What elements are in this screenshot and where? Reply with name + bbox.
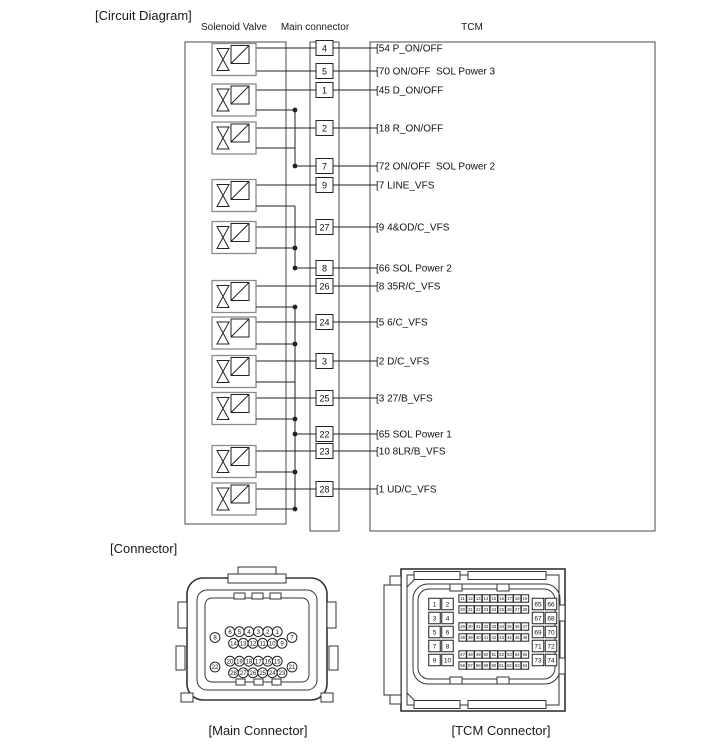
tcm-connector-caption: [TCM Connector] <box>451 723 551 738</box>
tcm-pin-cavity-number: 26 <box>507 607 512 613</box>
tcm-pin-cavity-number: 33 <box>491 624 497 630</box>
tcm-pin-cavity-number: 14 <box>483 596 489 602</box>
main-connector-cavity-number: 16 <box>264 659 272 666</box>
tcm-pin-cavity-number: 50 <box>483 652 489 658</box>
main-connector-cavity-number: 7 <box>290 635 294 642</box>
tcm-pin-cavity-number: 5 <box>432 629 437 637</box>
main-connector-side-tab <box>176 646 185 670</box>
tcm-pin-label: [66 SOL Power 2 <box>376 263 452 275</box>
tcm-pin-cavity-number: 36 <box>514 624 520 630</box>
main-connector-cavity-number: 19 <box>236 659 243 666</box>
main-connector-cavity-number: 1 <box>275 629 279 636</box>
valve-body-icon <box>217 89 229 111</box>
tcm-pin-cavity-number: 31 <box>475 624 481 630</box>
tcm-pin-cavity-number: 1 <box>432 601 437 609</box>
circuit-diagram-title: [Circuit Diagram] <box>95 8 192 23</box>
main-connector-cavity-number: 20 <box>226 659 234 666</box>
main-connector-cavity-number: 5 <box>237 629 242 636</box>
main-connector-key-notch <box>252 593 263 599</box>
tcm-pin-label: [3 27/B_VFS <box>376 393 433 405</box>
junction-dot <box>293 164 298 169</box>
tcm-pin-cavity-number: 30 <box>468 624 473 630</box>
tcm-pin-cavity-number: 18 <box>514 596 520 602</box>
main-connector-cavity-number: 13 <box>239 641 247 648</box>
tcm-pin-label: [18 R_ON/OFF <box>376 123 444 135</box>
tcm-pin-cavity-number: 15 <box>491 596 497 602</box>
main-connector-pin-number: 8 <box>321 263 328 274</box>
tcm-pin-cavity-number: 59 <box>483 663 489 669</box>
tcm-pin-label: [65 SOL Power 1 <box>376 429 452 441</box>
tcm-connector-key-notch <box>497 584 509 591</box>
tcm-pin-cavity-number: 45 <box>514 635 520 641</box>
tcm-pin-cavity-number: 22 <box>475 607 481 613</box>
main-connector-column-header: Main connector <box>280 22 350 33</box>
main-connector-key-notch <box>254 679 263 685</box>
tcm-connector-left-block <box>384 585 401 695</box>
junction-dot <box>293 266 298 271</box>
tcm-pin-cavity-number: 47 <box>460 652 465 658</box>
main-connector-cavity-number: 6 <box>228 629 232 636</box>
tcm-pin-cavity-number: 52 <box>499 652 504 658</box>
junction-dot <box>293 342 298 347</box>
tcm-connector-key-notch <box>450 584 462 591</box>
tcm-connector-side-bump <box>559 658 565 674</box>
main-connector-pin-number: 1 <box>321 85 328 96</box>
valve-body-icon <box>217 361 229 383</box>
main-connector-pin-number: 3 <box>321 356 328 367</box>
tcm-pin-cavity-number: 38 <box>460 635 465 641</box>
connector-section-title: [Connector] <box>110 541 178 556</box>
main-connector-cavity-number: 15 <box>273 659 281 666</box>
main-connector-cavity-number: 12 <box>249 641 257 648</box>
main-connector-cavity-number: 9 <box>280 641 284 648</box>
main-connector-pin-number: 24 <box>319 317 330 328</box>
tcm-pin-cavity-number: 34 <box>499 624 504 630</box>
tcm-pin-cavity-number: 64 <box>522 663 528 669</box>
main-connector-key-notch <box>270 593 281 599</box>
tcm-pin-cavity-number: 40 <box>475 635 481 641</box>
tcm-pin-cavity-number: 25 <box>499 607 504 613</box>
junction-dot <box>293 470 298 475</box>
tcm-pin-cavity-number: 51 <box>491 652 497 658</box>
tcm-connector-top-rib <box>468 572 546 580</box>
main-connector-cavity-number: 2 <box>266 629 270 636</box>
tcm-pin-cavity-number: 11 <box>460 596 465 602</box>
valve-body-icon <box>217 398 229 420</box>
tcm-pin-label: [7 LINE_VFS <box>376 180 435 192</box>
tcm-connector-bottom-rib <box>468 701 546 709</box>
tcm-connector-bottom-rib <box>414 701 460 709</box>
tcm-pin-cavity-number: 28 <box>522 607 528 613</box>
solenoid-valve-column-header: Solenoid Valve <box>201 22 267 33</box>
tcm-pin-cavity-number: 63 <box>514 663 520 669</box>
tcm-pin-label: [8 35R/C_VFS <box>376 281 441 293</box>
tcm-pin-cavity-number: 53 <box>507 652 512 658</box>
main-connector-side-tab <box>329 646 338 670</box>
tcm-pin-cavity-number: 72 <box>547 643 555 651</box>
tcm-pin-label: [1 UD/C_VFS <box>376 484 437 496</box>
tcm-pin-cavity-number: 16 <box>499 596 504 602</box>
tcm-pin-cavity-number: 56 <box>460 663 465 669</box>
tcm-pin-cavity-number: 37 <box>522 624 528 630</box>
tcm-pin-cavity-number: 55 <box>522 652 528 658</box>
tcm-pin-cavity-number: 57 <box>468 663 473 669</box>
valve-body-icon <box>217 286 229 308</box>
tcm-pin-cavity-number: 48 <box>468 652 473 658</box>
tcm-pin-cavity-number: 71 <box>534 643 542 651</box>
main-connector-caption: [Main Connector] <box>208 723 308 738</box>
main-connector-cavity-number: 3 <box>256 629 261 636</box>
tcm-connector-key-notch <box>450 677 462 684</box>
tcm-pin-cavity-number: 23 <box>483 607 489 613</box>
junction-dot <box>293 432 298 437</box>
tcm-pin-label: [5 6/C_VFS <box>376 317 428 329</box>
main-connector-pin-number: 5 <box>321 66 328 77</box>
main-connector-key-notch <box>236 679 245 685</box>
main-connector-cavity-number: 14 <box>230 641 237 648</box>
tcm-pin-cavity-number: 69 <box>534 629 542 637</box>
tcm-pin-cavity-number: 61 <box>499 663 504 669</box>
main-connector-foot <box>181 693 193 702</box>
main-connector-pin-number: 25 <box>319 393 330 404</box>
tcm-pin-cavity-number: 13 <box>475 596 481 602</box>
main-connector-cavity-number: 8 <box>213 635 217 642</box>
tcm-pin-label: [54 P_ON/OFF <box>376 43 443 55</box>
main-connector-cavity-number: 11 <box>259 641 266 648</box>
tcm-connector-left-block-tab <box>390 576 401 585</box>
main-connector-side-tab <box>327 602 336 628</box>
valve-body-icon <box>217 322 229 344</box>
tcm-pin-label: [72 ON/OFF SOL Power 2 <box>376 161 496 173</box>
tcm-connector-top-rib <box>414 572 460 580</box>
tcm-pin-cavity-number: 65 <box>534 601 542 609</box>
main-connector-cavity-number: 4 <box>247 629 251 636</box>
tcm-pin-cavity-number: 24 <box>491 607 497 613</box>
tcm-pin-cavity-number: 20 <box>460 607 465 613</box>
tcm-pin-cavity-number: 3 <box>432 615 437 623</box>
main-connector-pin-number: 7 <box>321 161 328 172</box>
main-connector-cavity-number: 17 <box>255 659 262 666</box>
tcm-pin-cavity-number: 68 <box>547 615 555 623</box>
main-connector-pin-number: 26 <box>319 281 330 292</box>
main-connector-latch-base <box>228 574 286 583</box>
main-connector-key-notch <box>272 679 281 685</box>
junction-dot <box>293 417 298 422</box>
tcm-pin-cavity-number: 70 <box>547 629 555 637</box>
tcm-pin-cavity-number: 42 <box>491 635 497 641</box>
valve-body-icon <box>217 185 229 207</box>
junction-dot <box>293 305 298 310</box>
main-connector-cavity-number: 22 <box>211 665 219 672</box>
tcm-pin-label: [45 D_ON/OFF <box>376 85 444 97</box>
tcm-pin-cavity-number: 9 <box>432 657 437 665</box>
tcm-pin-cavity-number: 60 <box>491 663 497 669</box>
tcm-pin-cavity-number: 32 <box>483 624 489 630</box>
main-connector-pin-number: 22 <box>319 429 330 440</box>
tcm-pin-cavity-number: 4 <box>445 615 450 623</box>
tcm-pin-cavity-number: 58 <box>475 663 481 669</box>
tcm-pin-cavity-number: 39 <box>468 635 473 641</box>
tcm-pin-label: [2 D/C_VFS <box>376 356 430 368</box>
tcm-pin-cavity-number: 67 <box>534 615 542 623</box>
tcm-pin-cavity-number: 29 <box>460 624 465 630</box>
tcm-connector-key-notch <box>497 677 509 684</box>
tcm-pin-cavity-number: 44 <box>507 635 512 641</box>
tcm-pin-cavity-number: 41 <box>483 635 489 641</box>
tcm-pin-cavity-number: 27 <box>514 607 520 613</box>
valve-body-icon <box>217 227 229 249</box>
tcm-pin-cavity-number: 19 <box>522 596 528 602</box>
main-connector-foot <box>321 693 333 702</box>
main-connector-cavity-number: 23 <box>278 671 286 677</box>
main-connector-pin-number: 27 <box>319 222 330 233</box>
tcm-pin-cavity-number: 43 <box>499 635 504 641</box>
tcm-pin-cavity-number: 7 <box>432 643 437 651</box>
tcm-pin-cavity-number: 17 <box>507 596 512 602</box>
main-connector-pin-number: 2 <box>321 123 328 134</box>
main-connector-cavity-number: 26 <box>249 671 257 677</box>
tcm-pin-cavity-number: 46 <box>522 635 528 641</box>
tcm-pin-label: [10 8LR/B_VFS <box>376 446 446 458</box>
junction-dot <box>293 507 298 512</box>
tcm-pin-cavity-number: 66 <box>547 601 555 609</box>
tcm-pin-cavity-number: 62 <box>507 663 512 669</box>
valve-body-icon <box>217 488 229 510</box>
tcm-pin-cavity-number: 35 <box>507 624 512 630</box>
main-connector-pin-number: 23 <box>319 446 330 457</box>
tcm-pin-cavity-number: 8 <box>445 643 450 651</box>
tcm-connector-side-bump <box>559 605 565 621</box>
tcm-pin-cavity-number: 6 <box>445 629 450 637</box>
main-connector-pin-number: 4 <box>321 43 328 54</box>
main-connector-cavity-number: 21 <box>288 665 296 672</box>
tcm-pin-label: [9 4&OD/C_VFS <box>376 222 450 234</box>
valve-body-icon <box>217 451 229 473</box>
main-connector-cavity-number: 18 <box>245 659 253 666</box>
valve-body-icon <box>217 127 229 149</box>
main-connector-side-tab <box>178 602 187 628</box>
main-connector-cavity-number: 24 <box>268 671 276 677</box>
tcm-pin-cavity-number: 2 <box>445 601 450 609</box>
main-connector-cavity-number: 27 <box>239 671 247 677</box>
tcm-pin-cavity-number: 73 <box>534 657 542 665</box>
tcm-pin-cavity-number: 54 <box>514 652 520 658</box>
tcm-pin-cavity-number: 21 <box>468 607 473 613</box>
main-connector-cavity-number: 25 <box>259 671 266 677</box>
valve-body-icon <box>217 49 229 71</box>
main-connector-cavity-number: 10 <box>268 641 276 648</box>
main-connector-latch <box>238 567 276 574</box>
junction-dot <box>293 108 298 113</box>
tcm-pin-cavity-number: 74 <box>547 657 555 665</box>
tcm-pin-cavity-number: 12 <box>468 596 473 602</box>
tcm-pin-label: [70 ON/OFF SOL Power 3 <box>376 66 496 78</box>
main-connector-key-notch <box>234 593 245 599</box>
tcm-column-header: TCM <box>461 22 483 33</box>
main-connector-pin-number: 28 <box>319 484 330 495</box>
tcm-pin-cavity-number: 10 <box>443 657 452 665</box>
junction-dot <box>293 246 298 251</box>
main-connector-cavity-number: 28 <box>230 671 237 677</box>
tcm-pin-cavity-number: 49 <box>475 652 481 658</box>
tcm-connector-left-block-tab <box>390 695 401 704</box>
main-connector-pin-number: 9 <box>321 180 328 191</box>
